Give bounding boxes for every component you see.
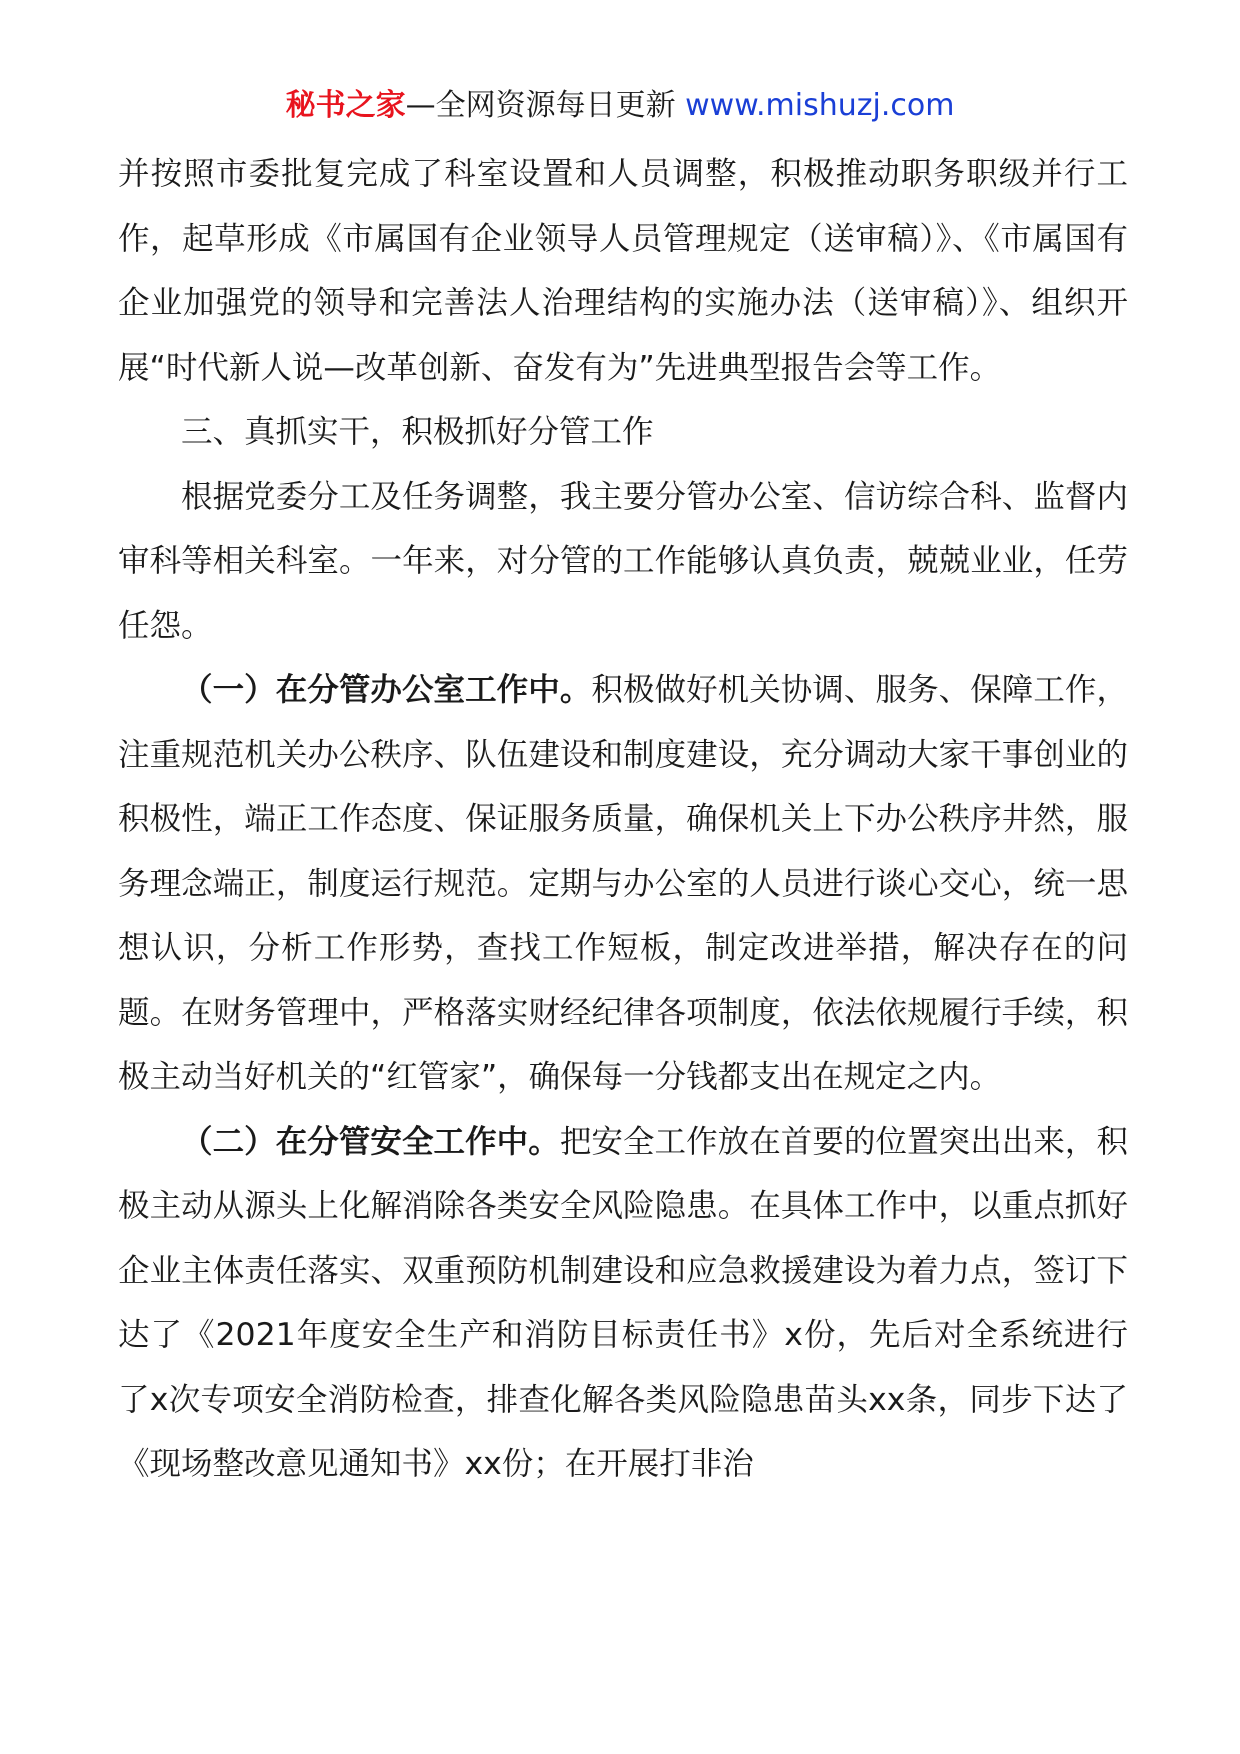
paragraph-lead: （一）在分管办公室工作中。	[181, 672, 592, 708]
section-heading	[118, 400, 1128, 465]
paragraph-intro	[118, 465, 1128, 659]
paragraph-continuation	[118, 142, 1128, 400]
header-brand: 秘书之家	[285, 88, 406, 123]
section-heading-text: 三、真抓实干，积极抓好分管工作	[181, 414, 654, 450]
page-header	[0, 86, 1240, 126]
document-body	[118, 142, 1128, 1497]
paragraph-office-work	[118, 658, 1128, 1110]
header-slogan: —全网资源每日更新	[405, 88, 676, 123]
paragraph-lead: （二）在分管安全工作中。	[181, 1123, 560, 1160]
paragraph-text: 把安全工作放在首要的位置突出出来，积极主动从源头上化解消除各类安全风险隐患。在具体工作中，以重点抓好企业主体责任落实、双重预防机制建设和应急救援建设为着力点，签订下达了《2021年度安全生产和消防目标责任书》x份，先后对全系统进行了x次专项安全消防检查，排查化解各类风险隐患苗头xx条，同步下达了《现场整改意见通知书》xx份；在开展打非治	[118, 1123, 1128, 1482]
paragraph-safety-work	[118, 1110, 1128, 1497]
header-url-link[interactable]: www.mishuzj.com	[685, 88, 955, 123]
paragraph-text: 积极做好机关协调、服务、保障工作，注重规范机关办公秩序、队伍建设和制度建设，充分调动大家干事创业的积极性，端正工作态度、保证服务质量，确保机关上下办公秩序井然，服务理念端正，制度运行规范。定期与办公室的人员进行谈心交心，统一思想认识，分析工作形势，查找工作短板，制定改进举措，解决存在的问题。在财务管理中，严格落实财经纪律各项制度，依法依规履行手续，积极主动当好机关的“红管家”，确保每一分钱都支出在规定之内。	[118, 672, 1128, 1095]
paragraph-text: 并按照市委批复完成了科室设置和人员调整，积极推动职务职级并行工作，起草形成《市属国有企业领导人员管理规定（送审稿）》、《市属国有企业加强党的领导和完善法人治理结构的实施办法（送审稿）》、组织开展“时代新人说—改革创新、奋发有为”先进典型报告会等工作。	[118, 156, 1128, 386]
paragraph-text: 根据党委分工及任务调整，我主要分管办公室、信访综合科、监督内审科等相关科室。一年来，对分管的工作能够认真负责，兢兢业业，任劳任怨。	[118, 478, 1128, 644]
